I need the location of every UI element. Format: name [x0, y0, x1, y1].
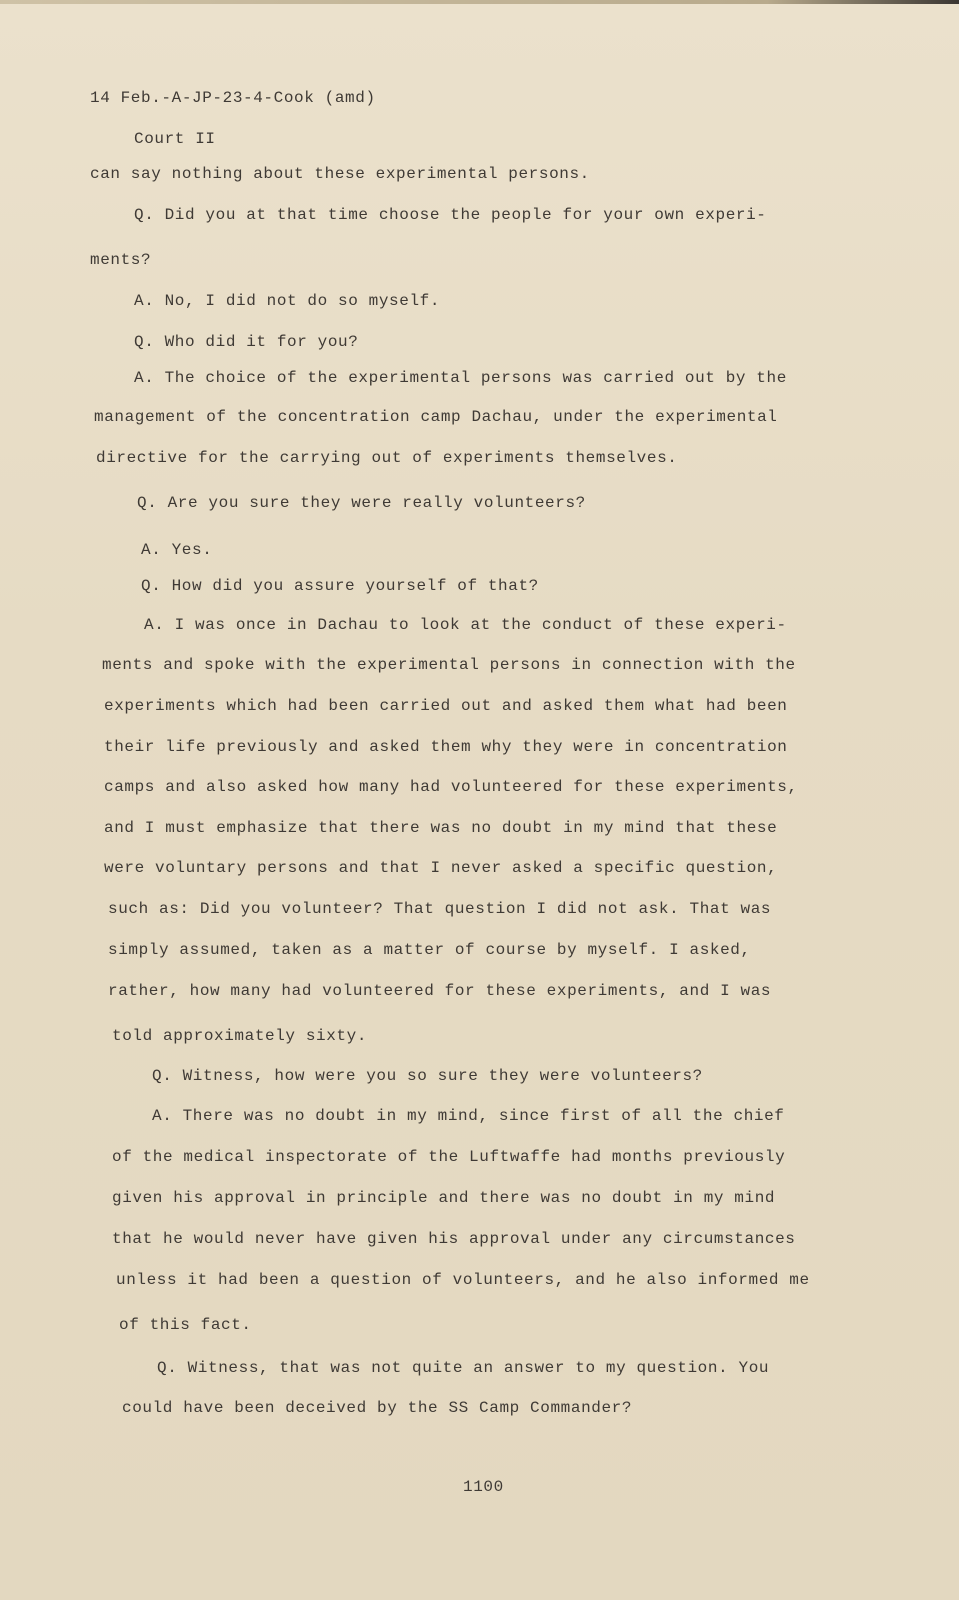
- transcript-line: their life previously and asked them why they were in concentration: [104, 738, 788, 756]
- transcript-line: simply assumed, taken as a matter of course by myself. I asked,: [108, 941, 751, 959]
- transcript-line: Q. Who did it for you?: [134, 333, 359, 351]
- transcript-line: were voluntary persons and that I never asked a specific question,: [104, 859, 778, 877]
- transcript-line: ments and spoke with the experimental persons in connection with the: [102, 656, 796, 674]
- transcript-line: directive for the carrying out of experiments themselves.: [96, 449, 678, 467]
- transcript-line: of this fact.: [119, 1316, 252, 1334]
- transcript-line: rather, how many had volunteered for these experiments, and I was: [108, 982, 772, 1000]
- transcript-line: unless it had been a question of volunteers, and he also informed me: [116, 1271, 810, 1289]
- transcript-line: ments?: [90, 251, 152, 269]
- transcript-line: camps and also asked how many had volunteered for these experiments,: [104, 778, 798, 796]
- transcript-line: such as: Did you volunteer? That question I did not ask. That was: [108, 900, 772, 918]
- transcript-line: A. No, I did not do so myself.: [134, 292, 441, 310]
- transcript-line: Q. Witness, that was not quite an answer to my question. You: [157, 1359, 770, 1377]
- transcript-line: and I must emphasize that there was no doubt in my mind that these: [104, 819, 778, 837]
- transcript-line: could have been deceived by the SS Camp Commander?: [122, 1399, 633, 1417]
- page-top-edge: [0, 0, 959, 4]
- transcript-line: Q. How did you assure yourself of that?: [141, 577, 539, 595]
- transcript-line: that he would never have given his approval under any circumstances: [112, 1230, 796, 1248]
- transcript-line: A. Yes.: [141, 541, 213, 559]
- transcript-line: A. There was no doubt in my mind, since first of all the chief: [152, 1107, 785, 1125]
- transcript-line: told approximately sixty.: [112, 1027, 368, 1045]
- transcript-line: experiments which had been carried out and asked them what had been: [104, 697, 788, 715]
- transcript-line: Q. Did you at that time choose the people for your own experi-: [134, 206, 767, 224]
- transcript-line: can say nothing about these experimental persons.: [90, 165, 590, 183]
- transcript-line: A. The choice of the experimental persons was carried out by the: [134, 369, 787, 387]
- court-label: Court II: [134, 130, 216, 148]
- document-reference: 14 Feb.-A-JP-23-4-Cook (amd): [90, 89, 376, 107]
- transcript-line: A. I was once in Dachau to look at the conduct of these experi-: [144, 616, 787, 634]
- transcript-line: Q. Are you sure they were really volunteers?: [137, 494, 586, 512]
- transcript-line: given his approval in principle and there was no doubt in my mind: [112, 1189, 776, 1207]
- transcript-line: Q. Witness, how were you so sure they were volunteers?: [152, 1067, 703, 1085]
- transcript-line: of the medical inspectorate of the Luftwaffe had months previously: [112, 1148, 786, 1166]
- transcript-line: management of the concentration camp Dachau, under the experimental: [94, 408, 778, 426]
- page-number: 1100: [463, 1478, 504, 1496]
